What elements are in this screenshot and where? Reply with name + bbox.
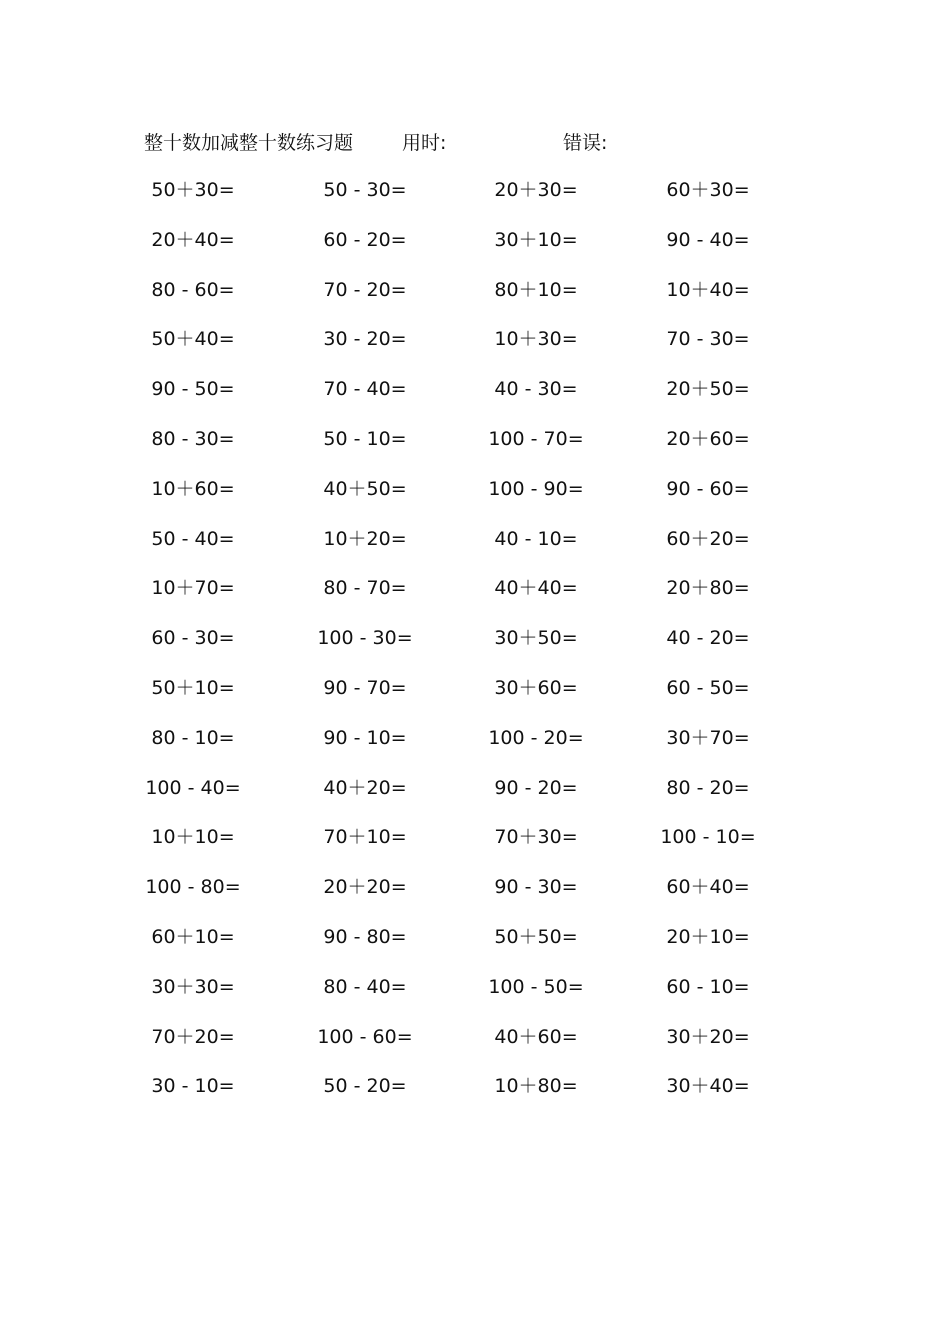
math-problem: 30＋10=	[494, 228, 578, 251]
problem-row	[0, 174, 950, 224]
math-problem: 40＋20=	[323, 776, 407, 799]
math-problem: 70＋10=	[323, 826, 407, 849]
problem-row	[0, 274, 950, 324]
math-problem: 80 - 70=	[323, 577, 407, 600]
math-problem: 30＋30=	[151, 975, 235, 998]
problem-row	[0, 672, 950, 722]
problem-row	[0, 1021, 950, 1071]
problem-row	[0, 224, 950, 274]
math-problem: 40＋40=	[494, 577, 578, 600]
math-problem: 30＋40=	[666, 1075, 750, 1098]
math-problem: 40＋50=	[323, 477, 407, 500]
math-problem: 80 - 30=	[151, 427, 235, 450]
math-problem: 100 - 30=	[317, 627, 413, 650]
math-problem: 90 - 70=	[323, 676, 407, 699]
math-problem: 40 - 20=	[666, 627, 750, 650]
math-problem: 100 - 50=	[488, 975, 584, 998]
math-problem: 100 - 60=	[317, 1025, 413, 1048]
math-problem: 10＋10=	[151, 826, 235, 849]
math-problem: 50 - 40=	[151, 527, 235, 550]
math-problem: 100 - 40=	[145, 776, 241, 799]
math-problem: 80 - 10=	[151, 726, 235, 749]
math-problem: 80 - 20=	[666, 776, 750, 799]
math-problem: 60 - 10=	[666, 975, 750, 998]
math-problem: 90 - 60=	[666, 477, 750, 500]
math-problem: 80＋10=	[494, 278, 578, 301]
math-problem: 10＋70=	[151, 577, 235, 600]
problem-row	[0, 1070, 950, 1120]
math-problem: 60＋10=	[151, 925, 235, 948]
time-label: 用时:	[402, 132, 447, 154]
worksheet-title: 整十数加减整十数练习题	[144, 132, 354, 154]
math-problem: 80 - 60=	[151, 278, 235, 301]
problem-row	[0, 323, 950, 373]
math-problem: 50＋10=	[151, 676, 235, 699]
math-problem: 10＋60=	[151, 477, 235, 500]
math-problem: 50＋30=	[151, 179, 235, 201]
problem-row	[0, 373, 950, 423]
math-problem: 90 - 80=	[323, 925, 407, 948]
math-problem: 30＋60=	[494, 676, 578, 699]
math-problem: 100 - 70=	[488, 427, 584, 450]
worksheet-header	[0, 128, 950, 158]
math-problem: 50 - 20=	[323, 1075, 407, 1098]
math-problem: 30＋70=	[666, 726, 750, 749]
math-problem: 20＋60=	[666, 427, 750, 450]
math-problem: 20＋40=	[151, 228, 235, 251]
math-problem: 40 - 10=	[494, 527, 578, 550]
math-problem: 70＋30=	[494, 826, 578, 849]
math-problem: 90 - 20=	[494, 776, 578, 799]
math-problem: 10＋40=	[666, 278, 750, 301]
problem-row	[0, 971, 950, 1021]
problem-row	[0, 821, 950, 871]
math-problem: 30 - 20=	[323, 328, 407, 351]
math-problem: 70 - 40=	[323, 378, 407, 401]
math-problem: 60 - 50=	[666, 676, 750, 699]
error-label: 错误:	[563, 132, 608, 154]
problem-row	[0, 473, 950, 523]
math-problem: 60 - 30=	[151, 627, 235, 650]
math-problem: 90 - 30=	[494, 876, 578, 899]
math-problem: 10＋20=	[323, 527, 407, 550]
math-problem: 50＋40=	[151, 328, 235, 351]
math-problem: 20＋10=	[666, 925, 750, 948]
math-problem: 20＋30=	[494, 179, 578, 201]
problem-row	[0, 871, 950, 921]
math-problem: 60＋40=	[666, 876, 750, 899]
math-problem: 50 - 30=	[323, 179, 407, 201]
math-problem: 10＋30=	[494, 328, 578, 351]
problem-grid	[0, 174, 950, 1120]
math-problem: 100 - 90=	[488, 477, 584, 500]
math-problem: 50＋50=	[494, 925, 578, 948]
math-problem: 40＋60=	[494, 1025, 578, 1048]
math-problem: 90 - 50=	[151, 378, 235, 401]
math-problem: 100 - 80=	[145, 876, 241, 899]
math-problem: 30＋20=	[666, 1025, 750, 1048]
math-problem: 40 - 30=	[494, 378, 578, 401]
math-problem: 100 - 10=	[660, 826, 756, 849]
math-problem: 90 - 10=	[323, 726, 407, 749]
problem-row	[0, 772, 950, 822]
problem-row	[0, 722, 950, 772]
problem-row	[0, 572, 950, 622]
math-problem: 70＋20=	[151, 1025, 235, 1048]
math-problem: 60＋30=	[666, 179, 750, 201]
math-problem: 60＋20=	[666, 527, 750, 550]
math-problem: 80 - 40=	[323, 975, 407, 998]
math-problem: 10＋80=	[494, 1075, 578, 1098]
math-problem: 20＋20=	[323, 876, 407, 899]
math-problem: 20＋80=	[666, 577, 750, 600]
math-problem: 60 - 20=	[323, 228, 407, 251]
math-problem: 30＋50=	[494, 627, 578, 650]
math-problem: 30 - 10=	[151, 1075, 235, 1098]
problem-row	[0, 423, 950, 473]
math-problem: 90 - 40=	[666, 228, 750, 251]
problem-row	[0, 622, 950, 672]
math-problem: 50 - 10=	[323, 427, 407, 450]
math-problem: 70 - 30=	[666, 328, 750, 351]
math-problem: 100 - 20=	[488, 726, 584, 749]
problem-row	[0, 523, 950, 573]
problem-row	[0, 921, 950, 971]
math-problem: 70 - 20=	[323, 278, 407, 301]
math-problem: 20＋50=	[666, 378, 750, 401]
